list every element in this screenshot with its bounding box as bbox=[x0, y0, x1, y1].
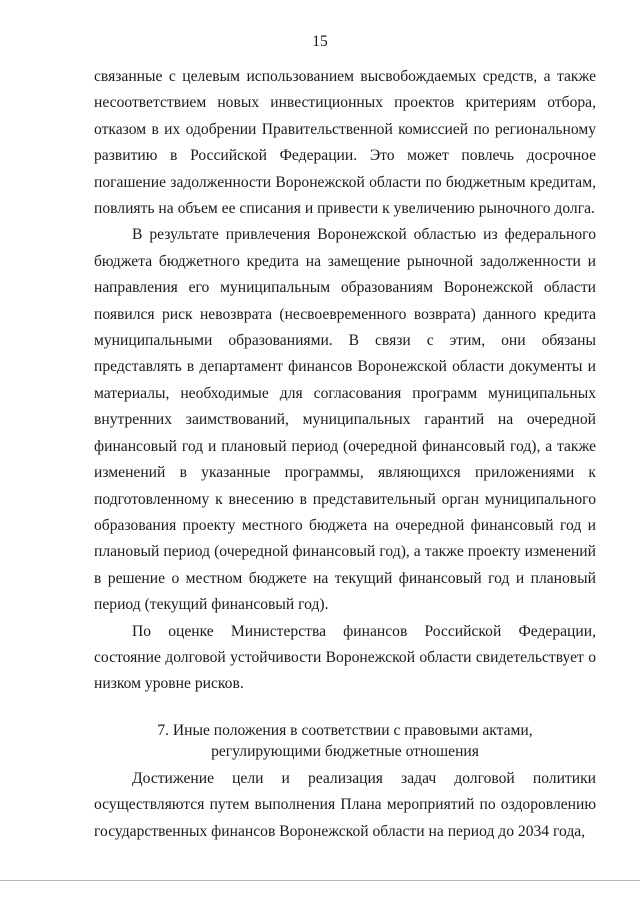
section-heading bbox=[94, 720, 596, 762]
page-body bbox=[94, 64, 596, 845]
section-heading-line-1: 7. Иные положения в соответствии с правовыми актами, bbox=[157, 721, 533, 739]
paragraph-continuation: связанные с целевым использованием высвобождаемых средств, а также несоответствием новых инвестиционных проектов критериям отбора, отказом в их одобрении Правительственной комиссией по региональному развитию в Российской Федерации. Это может повлечь досрочное погашение задолженности Воронежской области по бюджетным кредитам, повлиять на объем ее списания и привести к увеличению рыночного долга. bbox=[94, 68, 596, 218]
page-bottom-divider bbox=[0, 880, 640, 881]
section-heading-line-2: регулирующими бюджетные отношения bbox=[211, 742, 479, 760]
paragraph-debt-sustainability: По оценке Министерства финансов Российской Федерации, состояние долговой устойчивости Воронежской области свидетельствует о низком уровне рисков. bbox=[94, 622, 596, 693]
paragraph-budget-credit-risk: В результате привлечения Воронежской областью из федерального бюджета бюджетного кредита на замещение рыночной задолженности и направления его муниципальным образованиям Воронежской области появился риск невозврата (несвоевременного возврата) данного кредита муниципальными образованиями. В связи с этим, они обязаны представлять в департамент финансов Воронежской области документы и материалы, необходимые для согласования программ муниципальных внутренних заимствований, муниципальных гарантий на очередной финансовый год и плановый период (очередной финансовый год), а также изменений в указанные программы, являющихся приложениями к подготовленному к внесению в представительный орган муниципального образования проекту местного бюджета на очередной финансовый год и плановый период (очередной финансовый год), а также проекту изменений в решение о местном бюджете на текущий финансовый год и плановый период (текущий финансовый год). bbox=[94, 226, 596, 614]
paragraph-section-text: Достижение цели и реализация задач долговой политики осуществляются путем выполнения Плана мероприятий по оздоровлению государственных финансов Воронежской области на период до 2034 года, bbox=[94, 769, 596, 840]
page-number: 15 bbox=[312, 33, 328, 50]
